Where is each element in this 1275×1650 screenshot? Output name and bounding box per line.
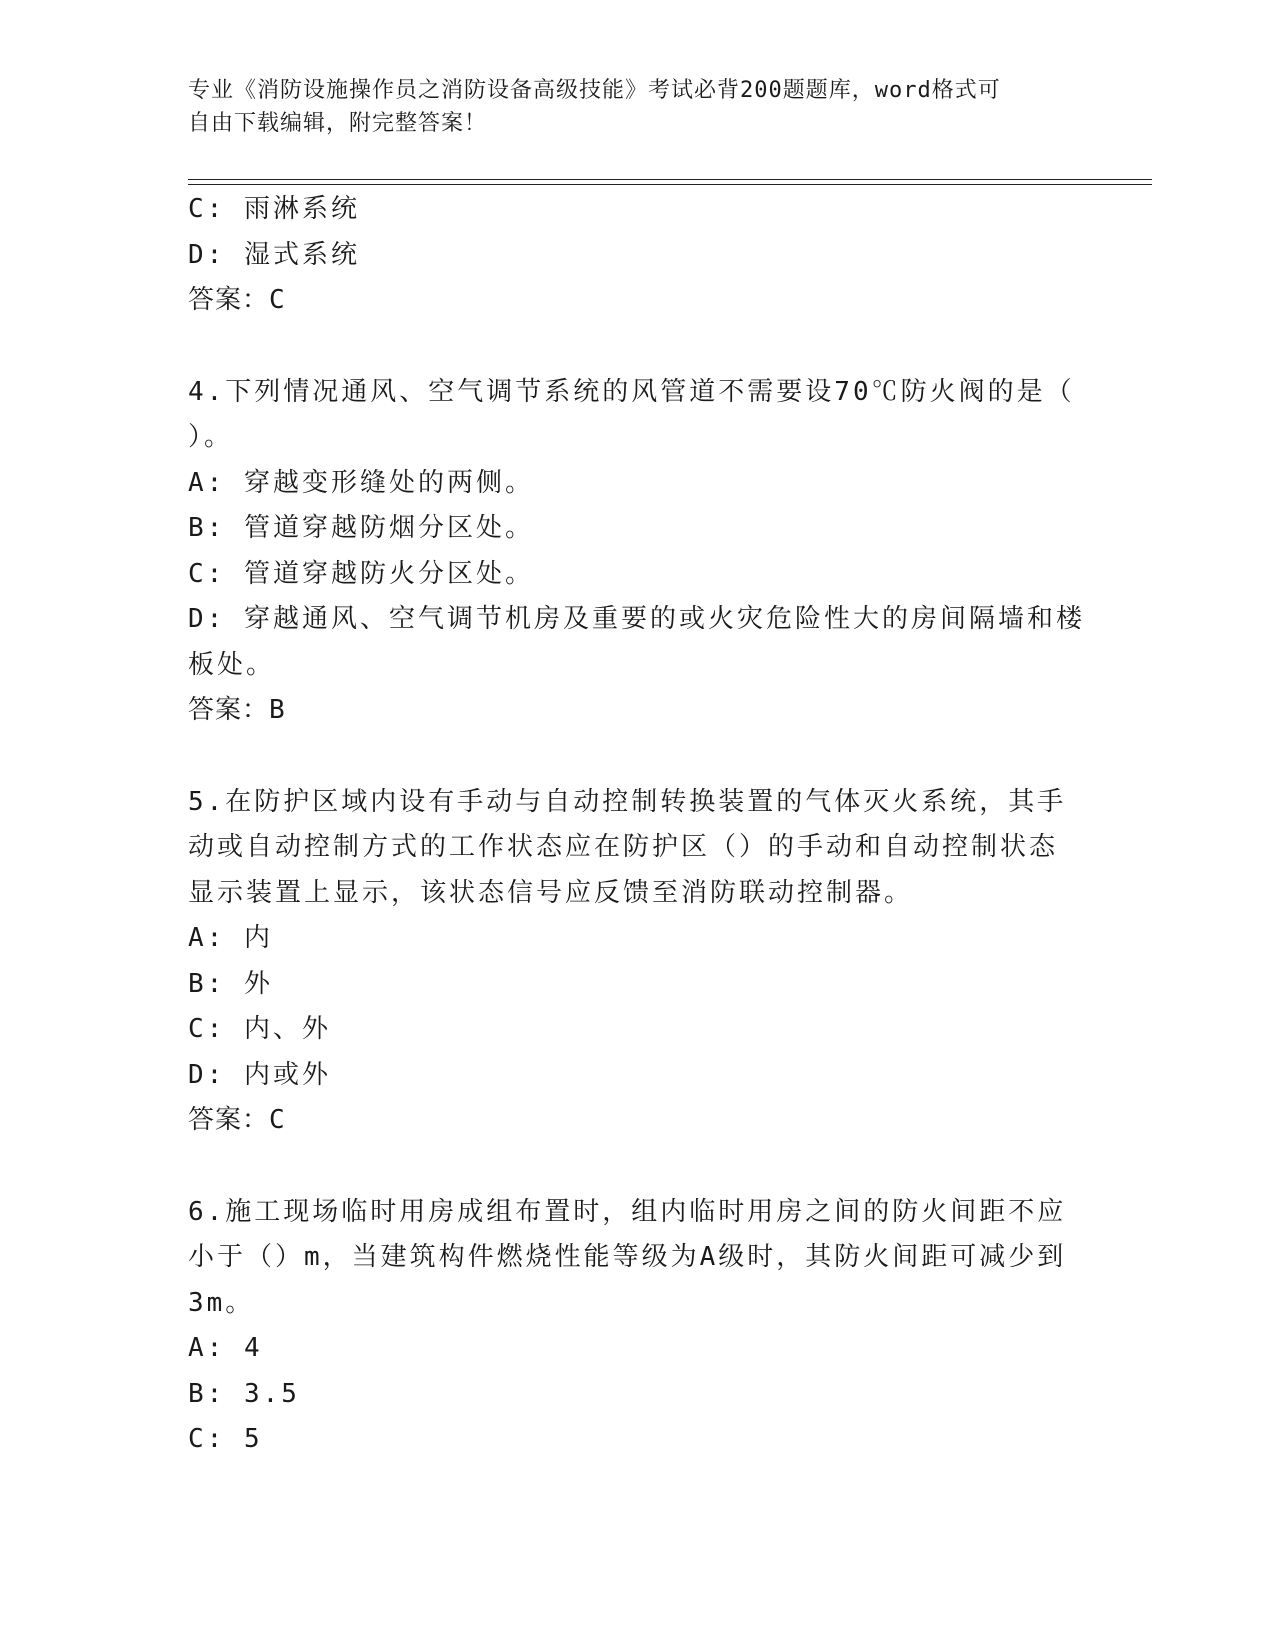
question-stem-line: 6.施工现场临时用房成组布置时，组内临时用房之间的防火间距不应 <box>188 1196 1067 1227</box>
option-c: C: 内、外 <box>188 1014 331 1044</box>
option-d: D: 内或外 <box>188 1059 331 1090</box>
option-b: B: 3.5 <box>188 1378 300 1409</box>
question-stem-line: 动或自动控制方式的工作状态应在防护区（）的手动和自动控制状态 <box>188 832 1059 862</box>
option-b: B: 管道穿越防烟分区处。 <box>188 513 534 543</box>
option-d: D: 湿式系统 <box>188 239 360 270</box>
option-a: A: 内 <box>188 923 273 953</box>
question-stem-line: 显示装置上显示，该状态信号应反馈至消防联动控制器。 <box>188 877 914 908</box>
spacer <box>188 734 1088 780</box>
answer: 答案：B <box>188 695 286 725</box>
spacer <box>188 1144 1088 1190</box>
header-title-line-2: 自由下载编辑，附完整答案！ <box>188 111 488 136</box>
question-5 <box>188 780 1088 1144</box>
document-header <box>188 74 1068 140</box>
answer: 答案：C <box>188 285 286 315</box>
option-d-continued: 板处。 <box>188 649 276 680</box>
option-a: A: 4 <box>188 1333 263 1363</box>
question-6 <box>188 1190 1088 1463</box>
answer: 答案：C <box>188 1105 286 1135</box>
question-4 <box>188 370 1088 734</box>
spacer <box>188 324 1088 370</box>
option-b: B: 外 <box>188 968 273 999</box>
option-d: D: 穿越通风、空气调节机房及重要的或火灾危险性大的房间隔墙和楼 <box>188 604 1085 634</box>
question-stem-line: 小于（）m，当建筑构件燃烧性能等级为A级时，其防火间距可减少到 <box>188 1242 1067 1272</box>
option-a: A: 穿越变形缝处的两侧。 <box>188 467 534 498</box>
previous-question-tail <box>188 187 1088 324</box>
question-content <box>188 187 1088 1463</box>
question-stem-line: 5.在防护区域内设有手动与自动控制转换装置的气体灭火系统，其手 <box>188 786 1067 817</box>
question-stem-line: ）。 <box>188 422 234 452</box>
question-stem-line: 3m。 <box>188 1287 255 1318</box>
option-c: C: 雨淋系统 <box>188 194 360 224</box>
option-c: C: 管道穿越防火分区处。 <box>188 558 534 589</box>
question-stem-line: 4.下列情况通风、空气调节系统的风管道不需要设70℃防火阀的是（ <box>188 376 1075 407</box>
header-divider <box>188 179 1152 185</box>
option-c: C: 5 <box>188 1424 263 1454</box>
header-title-line-1: 专业《消防设施操作员之消防设备高级技能》考试必背200题题库，word格式可 <box>188 78 1001 103</box>
